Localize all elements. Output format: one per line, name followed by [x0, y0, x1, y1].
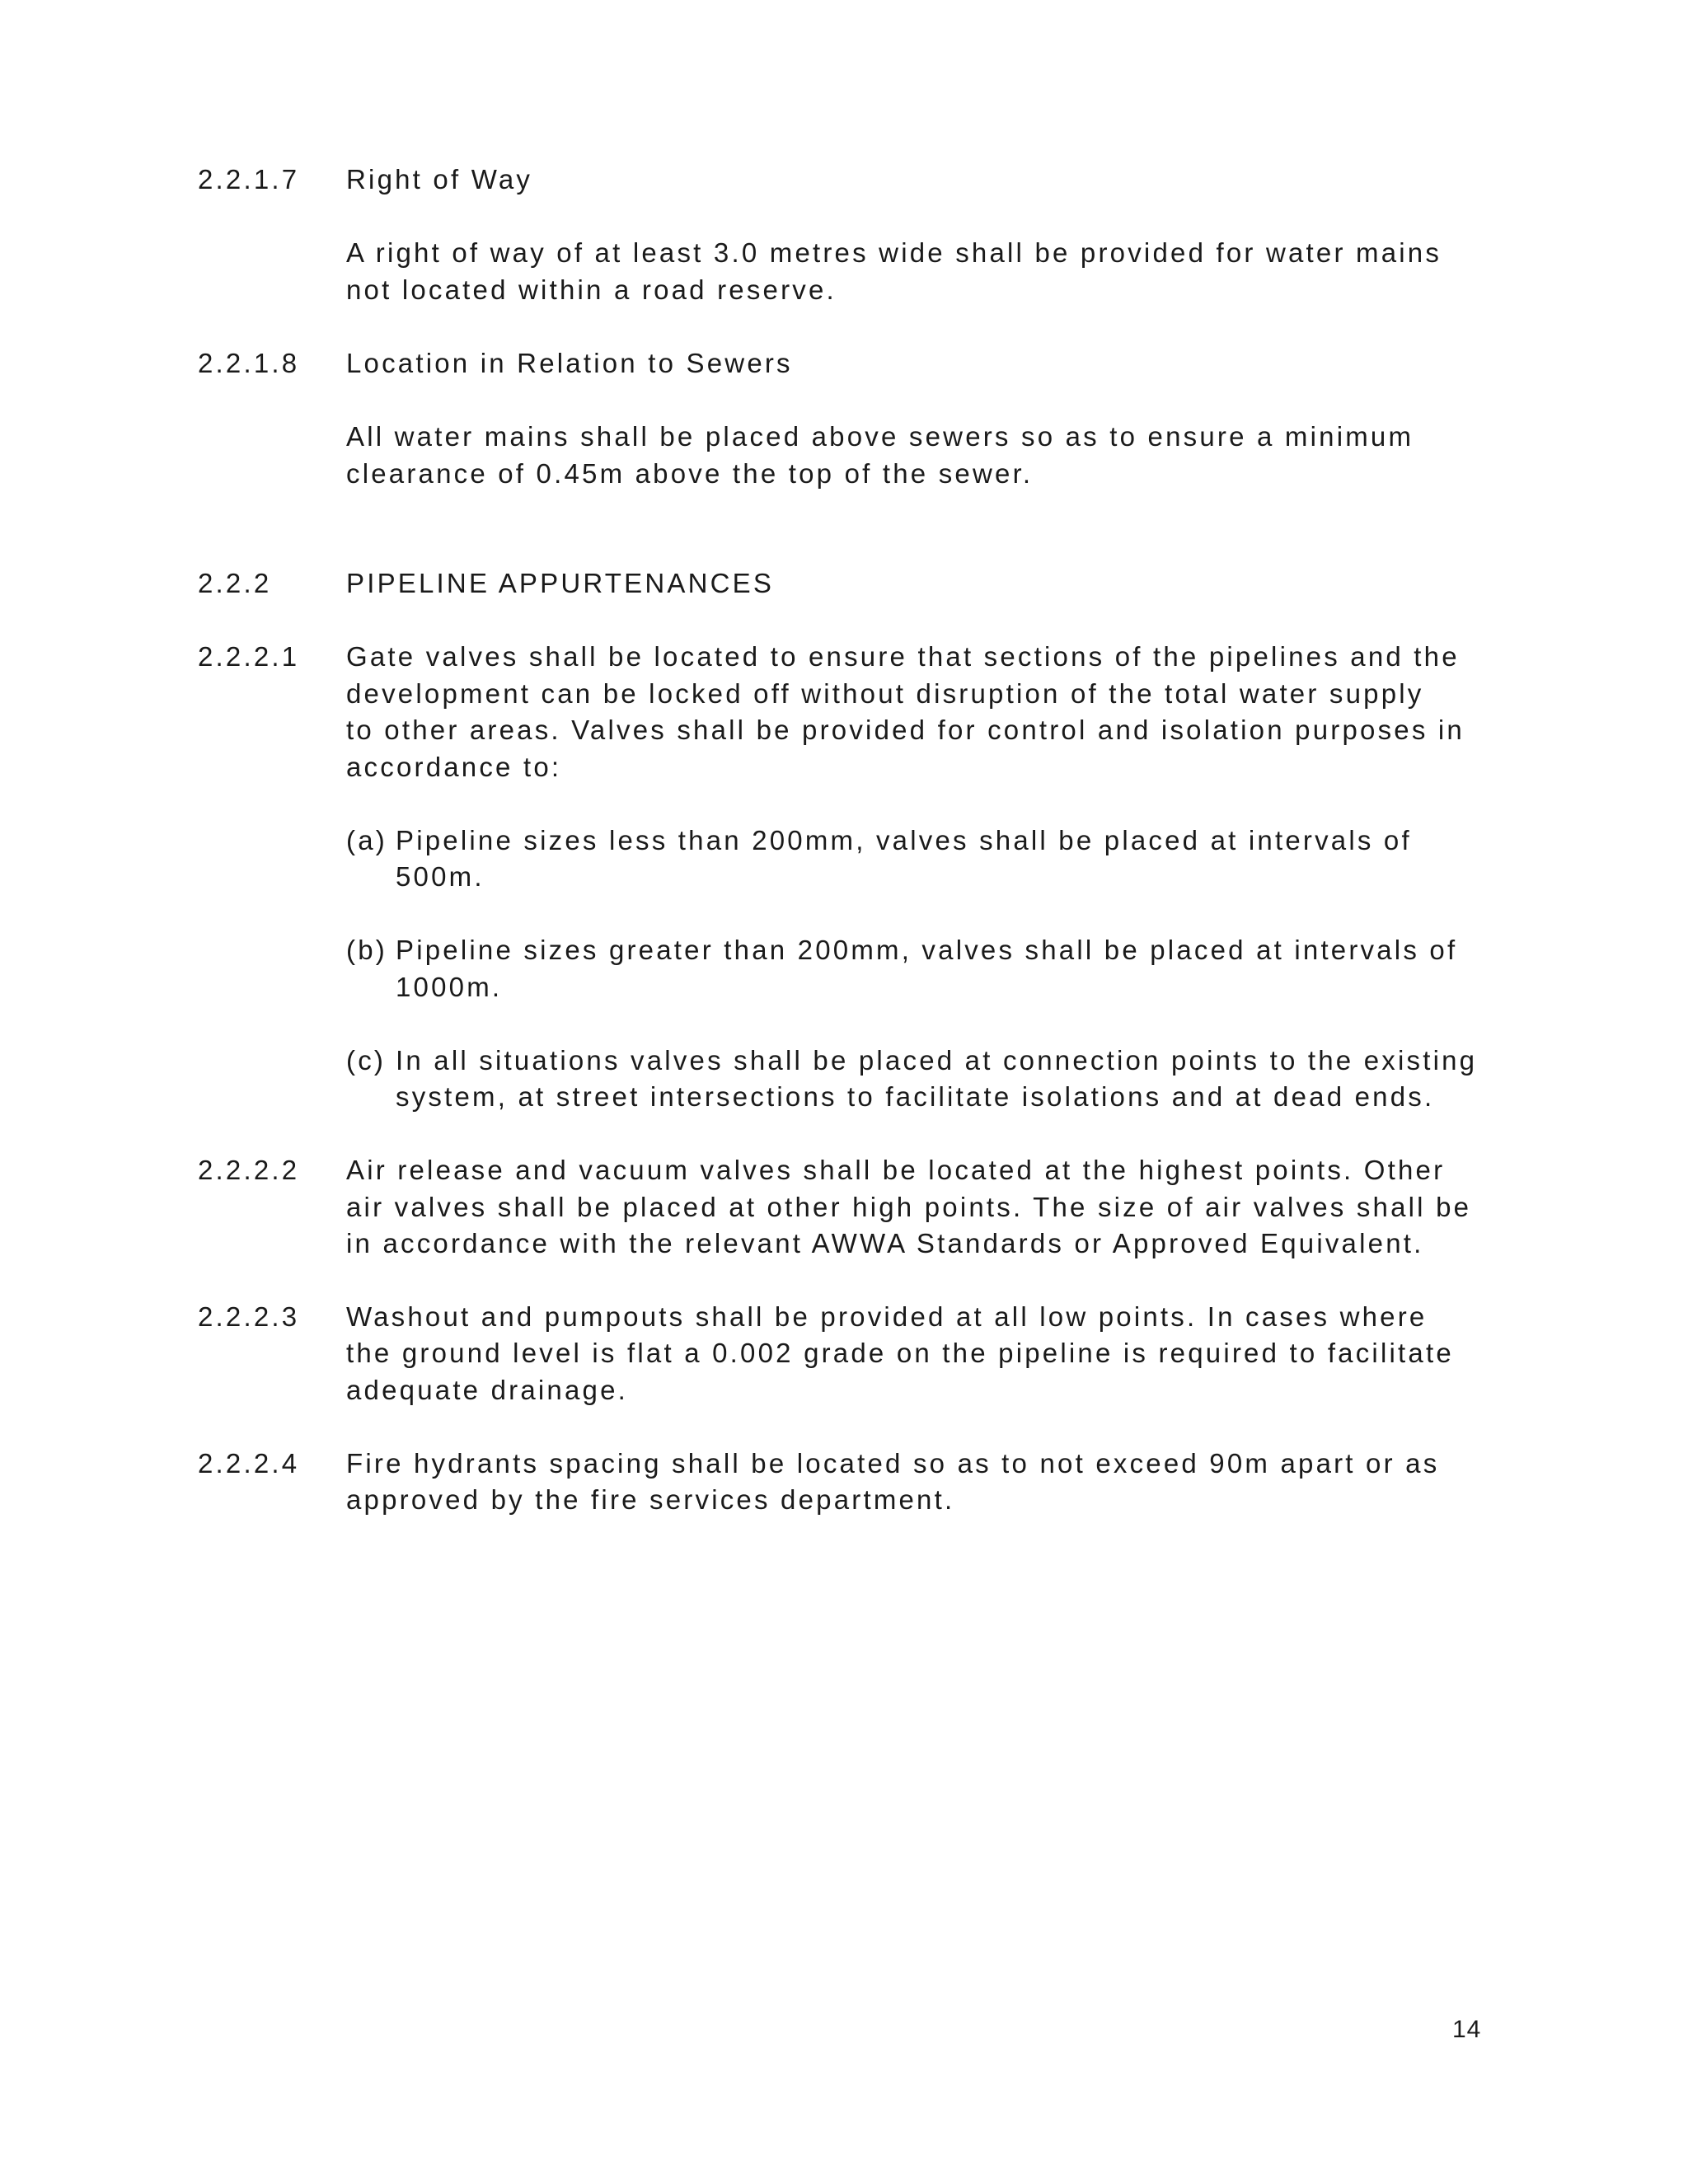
- paragraph-line: not located within a road reserve.: [346, 274, 837, 305]
- section-number: 2.2.1.8: [198, 348, 300, 378]
- paragraph-line: adequate drainage.: [346, 1375, 629, 1405]
- paragraph-line: Fire hydrants spacing shall be located so as to not exceed 90m apart or as: [346, 1448, 1440, 1479]
- paragraph-line: approved by the fire services department.: [346, 1484, 955, 1515]
- paragraph-line: Gate valves shall be located to ensure that sections of the pipelines and the: [346, 641, 1460, 672]
- section-number: 2.2.2: [198, 568, 272, 598]
- section-number: 2.2.2.1: [198, 641, 300, 672]
- list-item-line: system, at street intersections to facilitate isolations and at dead ends.: [396, 1081, 1435, 1112]
- paragraph-line: All water mains shall be placed above sewers so as to ensure a minimum: [346, 421, 1414, 452]
- section-title: Right of Way: [346, 164, 533, 194]
- list-item-line: Pipeline sizes greater than 200mm, valves shall be placed at intervals of: [396, 935, 1458, 965]
- paragraph-line: A right of way of at least 3.0 metres wide shall be provided for water mains: [346, 237, 1442, 268]
- page-number: 14: [1452, 2016, 1482, 2043]
- paragraph-line: clearance of 0.45m above the top of the sewer.: [346, 458, 1034, 489]
- section-number: 2.2.2.2: [198, 1155, 300, 1185]
- section-number: 2.2.2.4: [198, 1448, 300, 1479]
- paragraph-line: Washout and pumpouts shall be provided at all low points. In cases where: [346, 1301, 1428, 1332]
- paragraph-line: accordance to:: [346, 752, 562, 782]
- list-item-label: (b): [346, 935, 387, 965]
- list-item-line: 500m.: [396, 861, 485, 892]
- paragraph-line: development can be locked off without disruption of the total water supply: [346, 678, 1424, 709]
- list-item-label: (a): [346, 825, 387, 855]
- paragraph-line: to other areas. Valves shall be provided for control and isolation purposes in: [346, 715, 1465, 745]
- section-number: 2.2.1.7: [198, 164, 300, 194]
- paragraph-line: Air release and vacuum valves shall be located at the highest points. Other: [346, 1155, 1446, 1185]
- section-title: Location in Relation to Sewers: [346, 348, 793, 378]
- paragraph-line: the ground level is flat a 0.002 grade on the pipeline is required to facilitate: [346, 1338, 1454, 1368]
- list-item-line: In all situations valves shall be placed at connection points to the existing: [396, 1045, 1478, 1076]
- list-item-label: (c): [346, 1045, 387, 1076]
- list-item-line: 1000m.: [396, 972, 503, 1002]
- list-item-line: Pipeline sizes less than 200mm, valves shall be placed at intervals of: [396, 825, 1412, 855]
- section-heading: PIPELINE APPURTENANCES: [346, 568, 775, 598]
- paragraph-line: air valves shall be placed at other high points. The size of air valves shall be: [346, 1192, 1472, 1222]
- section-number: 2.2.2.3: [198, 1301, 300, 1332]
- paragraph-line: in accordance with the relevant AWWA Standards or Approved Equivalent.: [346, 1228, 1424, 1258]
